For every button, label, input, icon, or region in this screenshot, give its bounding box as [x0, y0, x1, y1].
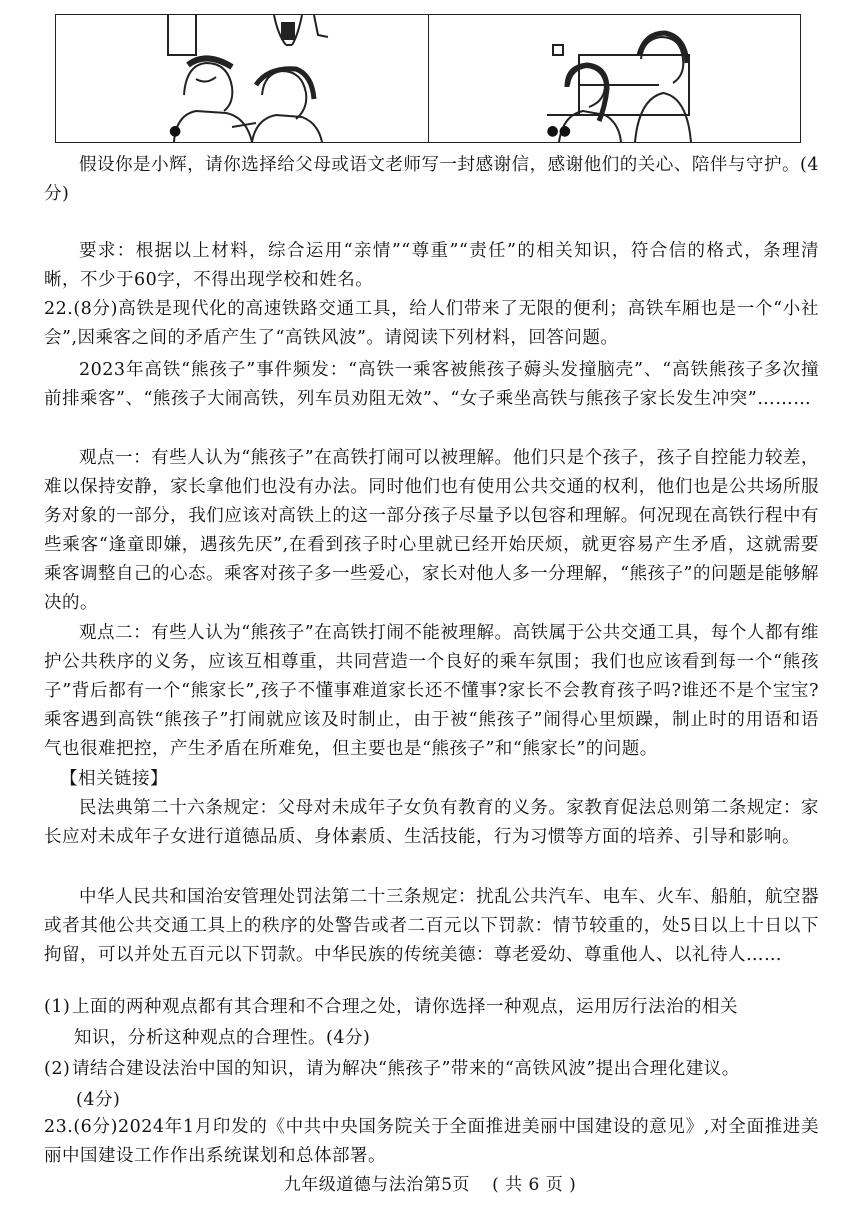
- image-marker-right: ●●: [546, 123, 571, 139]
- classroom-scene-illustration: [429, 15, 801, 142]
- q22-link2: 中华人民共和国治安管理处罚法第二十三条规定：扰乱公共汽车、电车、火车、船舶，航空器或者其他公共交通工具上的秩序的处警告或者二百元以下罚款：情节较重的，处5日以上十日以下拘留，可以并处五百元以下罚款。中华民族的传统美德：尊老爱幼、尊重他人、以礼待人……: [44, 887, 819, 965]
- illustration-frame: [55, 14, 801, 143]
- q22-sub1-line2: 知识，分析这种观点的合理性。(4分): [74, 1028, 371, 1048]
- q22-events: 2023年高铁“熊孩子”事件频发：“高铁一乘客被熊孩子薅头发撞脑壳”、“高铁熊孩子多次撞前排乘客”、“熊孩子大闹高铁，列车员劝阻无效”、“女子乘坐高铁与熊孩子家长发生冲突”………: [44, 360, 819, 409]
- q22-sub1-line1: 上面的两种观点都有其合理和不合理之处，请你选择一种观点，运用厉行法治的相关: [72, 997, 738, 1017]
- q22-view1: 观点一：有些人认为“熊孩子”在高铁打闹可以被理解。他们只是个孩子，孩子自控能力较差，难以保持安静，家长拿他们也没有办法。同时他们也有使用公共交通的权利，他们也是公共场所服务对象的一部分，我们应该对高铁上的这一部分孩子尽量予以包容和理解。何况现在高铁行程中有些乘客“逢童即嫌，遇孩先厌”,在看到孩子时心里就已经开始厌烦，就更容易产生矛盾，这就需要乘客调整自己的心态。乘客对孩子多一些爱心，家长对他人多一分理解，“熊孩子”的问题是能够解决的。: [44, 448, 819, 613]
- footer-total-pages: ( 共 6 页 ): [492, 1175, 577, 1195]
- q23-stem: 23.(6分)2024年1月印发的《中共中央国务院关于全面推进美丽中国建设的意见》,对全面推进美丽中国建设工作作出系统谋划和总体部署。: [44, 1117, 819, 1166]
- letter-task-intro: 假设你是小辉，请你选择给父母或语文老师写一封感谢信，感谢他们的关心、陪伴与守护。(4分): [44, 155, 819, 204]
- q22-link-title: 【相关链接】: [60, 769, 168, 789]
- illustration-left: [56, 15, 429, 142]
- page-footer: [0, 1170, 860, 1195]
- q22-sub1-number: (1): [44, 997, 71, 1017]
- q22-view2: 观点二：有些人认为“熊孩子”在高铁打闹不能被理解。高铁属于公共交通工具，每个人都有维护公共秩序的义务，应该互相尊重，共同营造一个良好的乘车氛围；我们也应该看到每一个“熊孩子”背后都有一个“熊家长”,孩子不懂事难道家长还不懂事?家长不会教育孩子吗?谁还不是个宝宝?乘客遇到高铁“熊孩子”打闹就应该及时制止，由于被“熊孩子”闹得心里烦躁，制止时的用语和语气也很难把控，产生矛盾在所难免，但主要也是“熊孩子”和“熊家长”的问题。: [44, 623, 819, 759]
- q22-link1: 民法典第二十六条规定：父母对未成年子女负有教育的义务。家教育促法总则第二条规定：家长应对未成年子女进行道德品质、身体素质、生活技能，行为习惯等方面的培养、引导和影响。: [44, 798, 819, 847]
- letter-task-requirements: 要求：根据以上材料，综合运用“亲情”“尊重”“责任”的相关知识，符合信的格式，条理清晰，不少于60字，不得出现学校和姓名。: [44, 241, 819, 290]
- q22-sub2-line2: (4分): [76, 1090, 121, 1110]
- family-scene-illustration: [56, 15, 428, 142]
- q22-sub2: [44, 1054, 819, 1116]
- q22-sub1: [44, 992, 819, 1054]
- q22-sub2-number: (2): [44, 1059, 71, 1079]
- footer-page-label: 九年级道德与法治第5页: [283, 1175, 471, 1195]
- q22-sub2-line1: 请结合建设法治中国的知识，请为解决“熊孩子”带来的“高铁风波”提出合理化建议。: [72, 1059, 740, 1079]
- image-marker-left: ●: [169, 123, 182, 139]
- illustration-right: [429, 15, 801, 142]
- q22-stem: 22.(8分)高铁是现代化的高速铁路交通工具，给人们带来了无限的便利；高铁车厢也是一个“小社会”,因乘客之间的矛盾产生了“高铁风波”。请阅读下列材料，回答问题。: [44, 299, 819, 348]
